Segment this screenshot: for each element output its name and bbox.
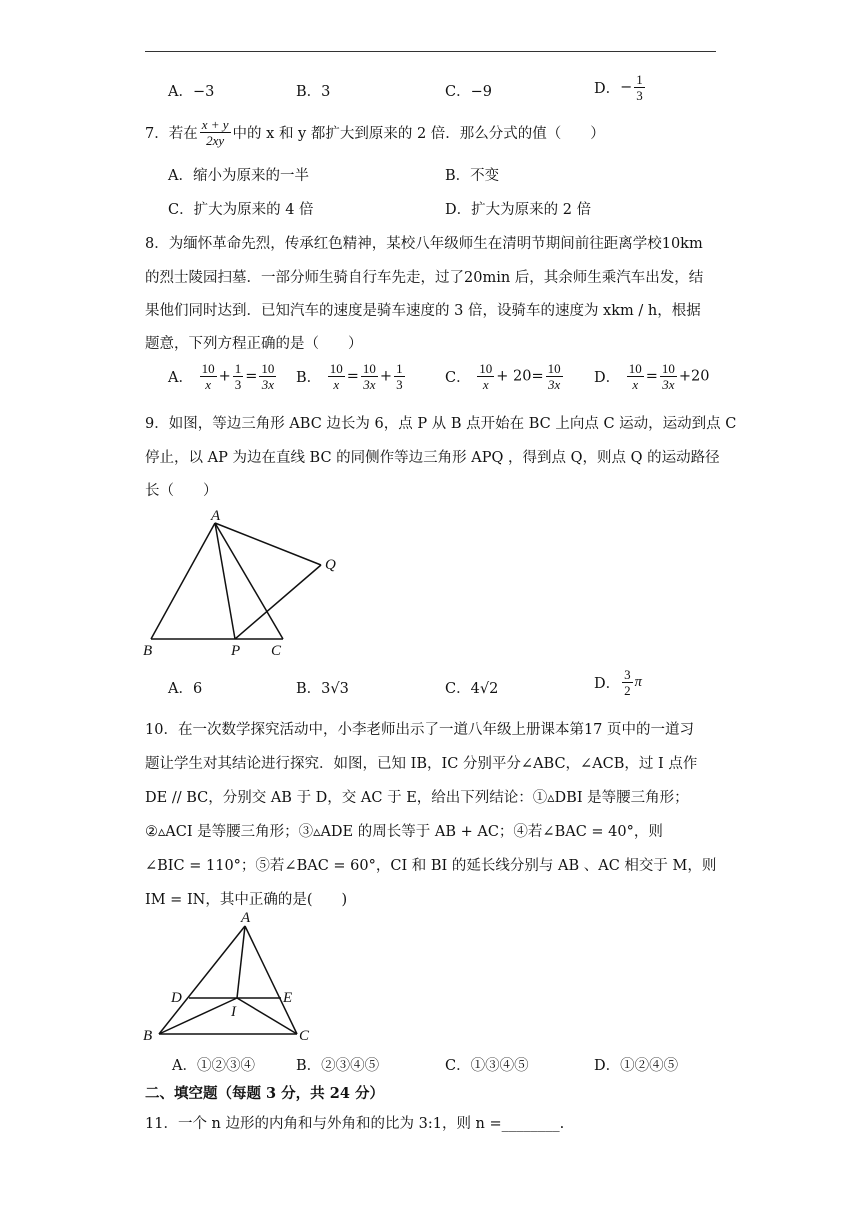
label-c: C xyxy=(271,643,282,659)
numerator: 10 xyxy=(329,361,343,376)
q8-line-2: 的烈士陵园扫墓．一部分师生骑自行车先走，过了20min 后，其余师生乘汽车出发，结 xyxy=(145,270,704,286)
header-rule xyxy=(145,51,716,52)
q6-option-d-sign: − xyxy=(620,79,633,96)
numerator: 10 xyxy=(362,361,376,376)
q7-fraction xyxy=(200,117,231,148)
q10-line-5: ∠BIC = 110°；⑤若∠BAC = 60°，CI 和 BI 的延长线分别与 AB 、AC 相交于 M，则 xyxy=(145,858,717,874)
q7-suffix: 中的 x 和 y 都扩大到原来的 2 倍．那么分式的值（ ） xyxy=(232,126,605,142)
q8-option-b xyxy=(296,361,407,392)
denominator: 3 xyxy=(636,88,643,103)
denominator: 3 xyxy=(396,377,403,392)
q8-line-4: 题意，下列方程正确的是（ ） xyxy=(145,336,363,352)
q7-prefix: 7．若在 xyxy=(145,126,198,142)
numerator: 1 xyxy=(396,361,403,376)
pi-symbol: π xyxy=(634,674,642,690)
fraction-10-over-x xyxy=(200,361,217,392)
denominator: x xyxy=(333,377,340,392)
option-label: B． xyxy=(296,370,322,386)
fraction-10-over-x xyxy=(477,361,494,392)
q10-option-a: A．①②③④ xyxy=(172,1058,255,1074)
q6-option-d-label: D． xyxy=(594,81,621,97)
q7-stem xyxy=(145,117,605,148)
fraction-10-over-x xyxy=(328,361,345,392)
q7-option-d: D．扩大为原来的 2 倍 xyxy=(445,202,592,218)
q11-stem: 11．一个 n 边形的内角和与外角和的比为 3:1，则 n =________. xyxy=(145,1116,565,1132)
numerator: 10 xyxy=(661,361,675,376)
q6-option-a: A．−3 xyxy=(168,84,215,100)
q7-option-a: A．缩小为原来的一半 xyxy=(168,168,309,184)
q8-option-c xyxy=(445,361,565,392)
fraction-10-over-3x xyxy=(259,361,276,392)
q8-line-3: 果他们同时达到．已知汽车的速度是骑车速度的 3 倍，设骑车的速度为 xkm / h，根据 xyxy=(145,303,701,319)
label-i: I xyxy=(231,1004,236,1020)
fraction-10-over-3x xyxy=(660,361,677,392)
option-value: 3√3 xyxy=(321,681,349,697)
q9-figure-lines xyxy=(151,523,321,639)
denominator: 3x xyxy=(261,377,275,392)
denominator: 3x xyxy=(363,377,376,392)
option-label: C． xyxy=(445,370,471,386)
label-d: D xyxy=(171,990,182,1006)
q9-figure xyxy=(135,505,355,665)
equals-sign: = xyxy=(531,368,544,385)
plus-20: +20 xyxy=(678,368,710,385)
q6-option-c: C．−9 xyxy=(445,84,492,100)
q10-figure-lines xyxy=(159,926,297,1034)
q9-line-3: 长（ ） xyxy=(145,483,218,499)
q8-option-a xyxy=(168,361,278,392)
numerator: 10 xyxy=(201,361,215,376)
label-c: C xyxy=(299,1028,310,1044)
option-value: 4√2 xyxy=(470,681,499,697)
numerator: 10 xyxy=(628,361,642,376)
q8-option-d xyxy=(594,361,710,392)
fraction-10-over-3x xyxy=(361,361,378,392)
plus-20: + 20 xyxy=(496,368,532,385)
option-label: A． xyxy=(168,370,193,386)
q7-option-b: B．不变 xyxy=(445,168,500,184)
numerator: 10 xyxy=(261,361,275,376)
q6-option-d xyxy=(594,72,647,103)
label-a: A xyxy=(241,910,251,926)
numerator: 1 xyxy=(234,361,242,376)
numerator: 10 xyxy=(547,361,561,376)
denominator: x xyxy=(632,377,639,392)
q10-line-4: ②▵ACI 是等腰三角形；③▵ADE 的周长等于 AB + AC；④若∠BAC = 40°，则 xyxy=(145,824,663,840)
denominator: 3x xyxy=(662,377,675,392)
q10-line-1: 10．在一次数学探究活动中，小李老师出示了一道八年级上册课本第17 页中的一道习 xyxy=(145,722,695,738)
equals-sign: = xyxy=(245,368,258,385)
label-b: B xyxy=(143,1028,153,1044)
q9-line-2: 停止，以 AP 为边在直线 BC 的同侧作等边三角形 APQ ，得到点 Q，则点 Q 的运动路径 xyxy=(145,450,720,466)
label-b: B xyxy=(143,643,153,659)
q9-option-d xyxy=(594,667,642,698)
q9-option-c xyxy=(445,677,498,698)
label-q: Q xyxy=(325,557,336,573)
numerator: 3 xyxy=(624,667,631,682)
q7-option-c: C．扩大为原来的 4 倍 xyxy=(168,202,314,218)
fraction-1-over-3 xyxy=(394,361,405,392)
option-label: C． xyxy=(445,681,471,697)
section-title: 二、填空题（每题 3 分，共 24 分） xyxy=(145,1085,384,1102)
option-label: D． xyxy=(594,676,621,692)
fraction-10-over-3x xyxy=(546,361,563,392)
q10-line-3: DE // BC，分别交 AB 于 D，交 AC 于 E，给出下列结论：①▵DBI 是等腰三角形； xyxy=(145,790,689,806)
label-a: A xyxy=(211,508,221,524)
equals-sign: = xyxy=(645,368,658,385)
q10-line-6: IM = IN，其中正确的是( ) xyxy=(145,892,348,908)
q10-line-2: 题让学生对其结论进行探究．如图，已知 IB，IC 分别平分∠ABC，∠ACB，过 I 点作 xyxy=(145,756,698,772)
denominator: 2xy xyxy=(206,133,225,148)
q8-line-1: 8．为缅怀革命先烈，传承红色精神，某校八年级师生在清明节期间前往距离学校10km xyxy=(145,236,703,252)
denominator: x xyxy=(482,377,489,392)
fraction-10-over-x xyxy=(627,361,644,392)
q6-option-d-fraction xyxy=(634,72,645,103)
option-label: B． xyxy=(296,681,322,697)
equals-sign: = xyxy=(346,368,359,385)
plus-sign: + xyxy=(218,368,231,385)
denominator: 3x xyxy=(547,377,561,392)
numerator: 10 xyxy=(479,361,493,376)
fraction-1-over-3 xyxy=(233,361,244,392)
q10-option-b: B．②③④⑤ xyxy=(296,1058,380,1074)
denominator: 2 xyxy=(624,683,631,698)
plus-sign: + xyxy=(379,368,393,385)
label-e: E xyxy=(283,990,293,1006)
option-label: D． xyxy=(594,370,621,386)
numerator: x + y xyxy=(201,117,229,132)
q10-option-d: D．①②④⑤ xyxy=(594,1058,679,1074)
fraction-3-over-2 xyxy=(622,667,633,698)
denominator: x xyxy=(205,377,211,392)
q9-line-1: 9．如图，等边三角形 ABC 边长为 6，点 P 从 B 点开始在 BC 上向点 C 运动，运动到点 C xyxy=(145,416,737,432)
label-p: P xyxy=(231,643,241,659)
denominator: 3 xyxy=(234,377,242,392)
q9-option-b xyxy=(296,677,349,698)
q6-option-b: B．3 xyxy=(296,84,331,100)
q10-figure xyxy=(135,908,325,1048)
q10-option-c: C．①③④⑤ xyxy=(445,1058,529,1074)
q9-option-a: A．6 xyxy=(168,681,203,697)
numerator: 1 xyxy=(636,72,643,87)
